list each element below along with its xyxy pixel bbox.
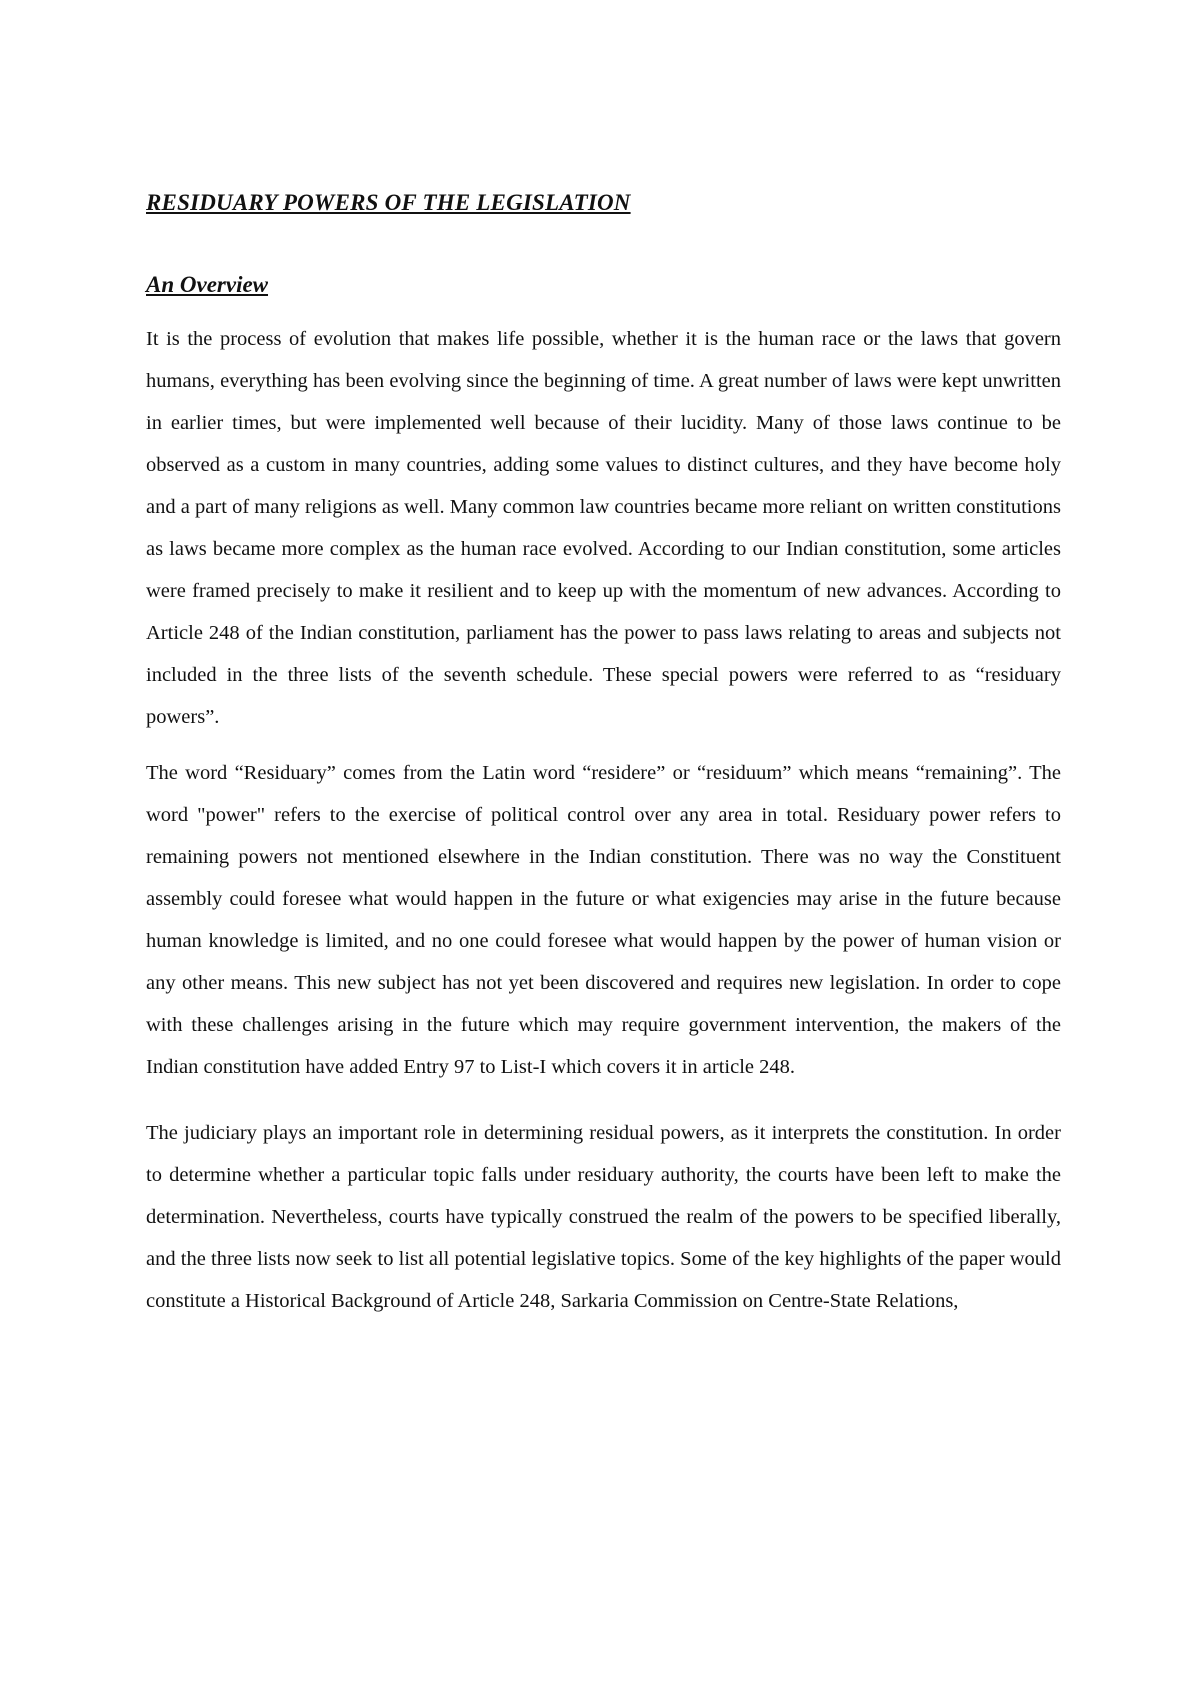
paragraph-evolution: It is the process of evolution that makes life possible, whether it is the human race or the laws that govern humans, everything has been evolving since the beginning of time. A great number of laws were kept unwritten in earlier times, but were implemented well because of their lucidity. Many of those laws continue to be observed as a custom in many countries, adding some values to distinct cultures, and they have become holy and a part of many religions as well. Many common law countries became more reliant on written constitutions as laws became more complex as the human race evolved. According to our Indian constitution, some articles were framed precisely to make it resilient and to keep up with the momentum of new advances. According to Article 248 of the Indian constitution, parliament has the power to pass laws relating to areas and subjects not included in the three lists of the seventh schedule. These special powers were referred to as “residuary powers”. — [146, 328, 1061, 728]
document-title: RESIDUARY POWERS OF THE LEGISLATION — [146, 190, 631, 215]
paragraph-residuary-meaning: The word “Residuary” comes from the Latin word “residere” or “residuum” which means “remaining”. The word "power" refers to the exercise of political control over any area in total. Residuary power refers to remaining powers not mentioned elsewhere in the Indian constitution. There was no way the Constituent assembly could foresee what would happen in the future or what exigencies may arise in the future because human knowledge is limited, and no one could foresee what would happen by the power of human vision or any other means. This new subject has not yet been discovered and requires new legislation. In order to cope with these challenges arising in the future which may require government intervention, the makers of the Indian constitution have added Entry 97 to List-I which covers it in article 248. — [146, 762, 1061, 1078]
paragraph-judiciary-role: The judiciary plays an important role in determining residual powers, as it interprets the constitution. In order to determine whether a particular topic falls under residuary authority, the courts have been left to make the determination. Nevertheless, courts have typically construed the realm of the powers to be specified liberally, and the three lists now seek to list all potential legislative topics. Some of the key highlights of the paper would constitute a Historical Background of Article 248, Sarkaria Commission on Centre-State Relations, — [146, 1122, 1061, 1312]
section-heading-overview: An Overview — [146, 272, 269, 297]
document-body — [146, 188, 1061, 1322]
